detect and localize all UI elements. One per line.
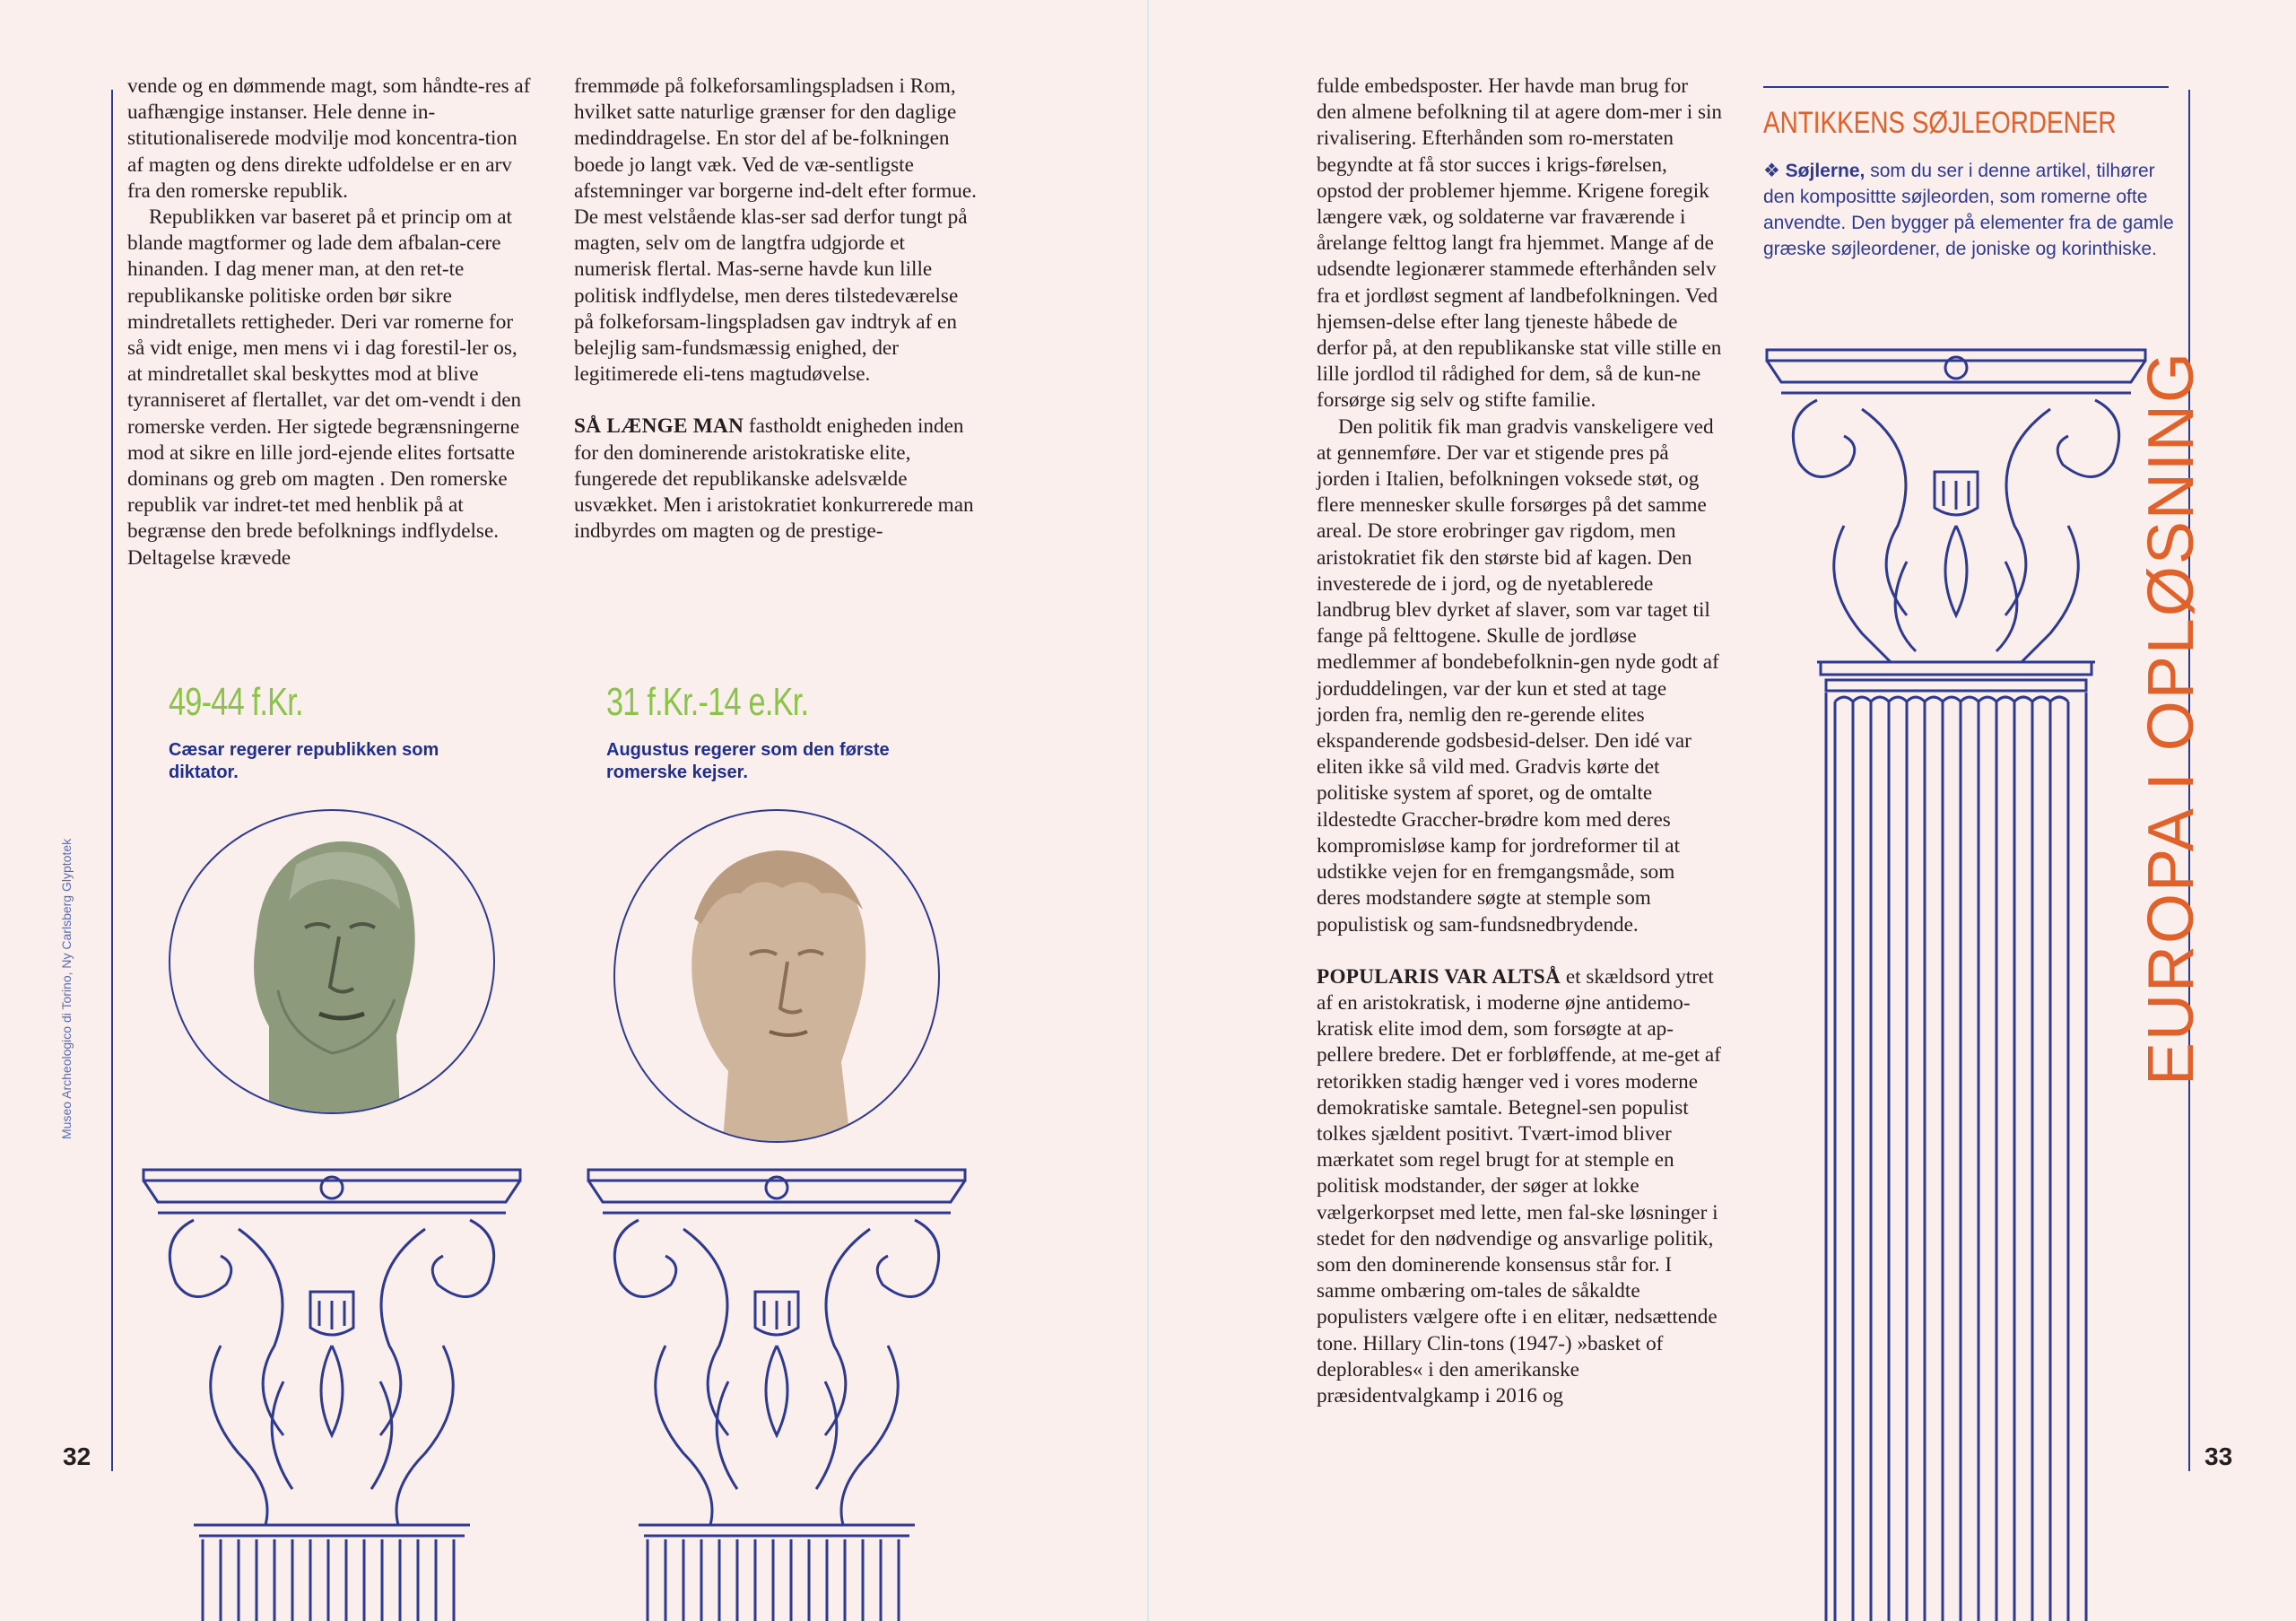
paragraph: fulde embedsposter. Her havde man brug for den almene befolkning til at agere dom-mer i sin rivalisering. Efterhånden som ro-merstaten begyndte at få stor succes i krigs-førelsen, opstod der problemer hjemme. Krigene foregik længere væk, og soldaterne var fraværende i årelange felttog langt fra hjemmet. Mange af de udsendte legionærer stammede efterhånden selv fra et jordløst segment af landbefolkningen. Ved hjemsen-delse efter lang tjeneste håbede de derfor på, at den republikanske stat ville stille en lille jordlod til rådighed for dem, så de kun-ne forsørge sig selv og stifte familie. [1317,74,1723,413]
left-margin-rule [111,90,113,1471]
run-in-heading: SÅ LÆNGE MAN [574,414,744,439]
sidebar-top-rule [1763,86,2169,88]
paragraph: Den politik fik man gradvis vanskeligere ved at gennemføre. Der var et stigende pres på jorden i Italien, befolkningen voksede støt, og flere mennesker skulle forsørges på det samme areal. De store erobringer gav rigdom, men aristokratiet fik den største bid af kagen. Den investerede de i jord, og de nyetablerede landbrug blev dyrket af slaver, som var taget til fange på felttogene. Skulle de jordløse medlemmer af bondebefolknin-gen nyde godt af jorduddelingen, var der kun et sted at tage jorden fra, nemlig den re-gerende elites ekspanderende godsbesid-delser. Den idé var eliten ikke så vild med. Gradvis kørte det politiske system af sporet, og de omtalte ildestedte Graccher-brødre kom med deres kompromisløse kamp for jordreformer til at udstikke vejen for en fremgangsmåde, som deres modstandere søgte at stemple som populistisk og sam-fundsnedbrydende. [1317,414,1719,937]
paragraph-text: fastholdt enigheden inden for den dominerende aristokratiske elite, fungerede det republikanske adelsvælde usvækket. Men i aristokratiet konkurrerede man indbyrdes om magten og de prestige- [574,414,974,544]
right-text-column [1317,74,1722,1409]
augustus-portrait [613,809,940,1143]
sidebar-bullet-icon: ❖ [1763,161,1780,181]
photo-credit: Museo Archeologico di Torino, Ny Carlsberg Glyptotek [59,838,74,1139]
caesar-portrait [169,809,495,1114]
column-illustration [1763,346,2149,1621]
timeline-caption-caesar: Cæsar regerer republikken som diktator. [169,740,439,782]
paragraph [574,414,979,545]
column-capital-illustration [585,1166,969,1621]
left-text-column-1 [127,74,531,571]
left-text-column-2 [574,74,979,545]
page-number: 32 [63,1442,91,1470]
sidebar-lead: Søjlerne, [1785,161,1866,181]
paragraph: Republikken var baseret på et princip om at blande magtformer og lade dem afbalan-cere hinanden. I dag mener man, at den ret-te republikanske politiske orden bør sikre mindretallets rettigheder. Deri var romerne for så vidt enige, men mens vi i dag forestil-ler os, at mindretallet skal beskyttes mod at blive tyranniseret af flertallet, var det om-vendt i den romerske verden. Her sigtede begrænsningerne mod at sikre en lille jord-ejende elites fortsatte dominans og greb om magten . Den romerske republik var indret-tet med henblik på at begrænse den brede befolknings indflydelse. Deltagelse krævede [127,205,522,570]
run-in-heading: POPULARIS VAR ALTSÅ [1317,964,1561,989]
timeline-years-caesar: 49-44 f.Kr. [169,680,303,724]
section-label: EUROPA I OPLØSNING [2135,351,2207,1085]
paragraph: fremmøde på folkeforsamlingspladsen i Rom, hvilket satte naturlige grænser for den daglige medinddragelse. En stor del af be-folkningen boede jo langt væk. Ved de væ-sentligste afstemninger var borgerne ind-delt efter formue. De mest velstående klas-ser sad derfor tungt på magten, selv om de langtfra udgjorde et numerisk flertal. Mas-serne havde kun lille politisk indflydelse, men deres tilstedeværelse på folkeforsam-lingspladsen gav indtryk af en belejlig sam-fundsmæssig enighed, der legitimerede eli-tens magtudøvelse. [574,74,977,387]
sidebar-body: som du ser i denne artikel, tilhører den komposittte søjleorden, som romerne ofte anvendte. Den bygger på elementer fra de gamle græske søjleordener, de joniske og korinthiske. [1763,161,2174,259]
sidebar-text [1763,158,2185,262]
paragraph: vende og en dømmende magt, som håndte-res af uafhængige instanser. Hele denne in-stitutionaliserede modvilje mod koncentra-tion af magten og dens direkte udfoldelse er en arv fra den romerske republik. [127,74,531,203]
paragraph [1317,964,1722,1409]
paragraph-text: et skældsord ytret af en aristokratisk, i moderne øjne antidemo-kratisk elite imod dem, som forsøgte at ap-pellere bredere. Det er forbløffende, at me-get af retorikken stadig hænger ved i vores moderne demokratiske samtale. Betegnel-sen populist tolkes sjældent positivt. Tvært-imod bliver mærkatet som regel brugt for at stemple en politisk modstander, der søger at lokke vælgerkorpset med lette, men fal-ske løsninger i stedet for den nødvendige og ansvarlige politik, som den dominerende konsensus står for. I samme ombæring om-tales de såkaldte populisters vælgere ofte i en elitær, nedsættende tone. Hillary Clin-tons (1947-) »basket of deplorables« i den amerikanske præsidentvalgkamp i 2016 og [1317,964,1721,1407]
page-number: 33 [2205,1442,2233,1470]
column-capital-illustration [140,1166,524,1621]
timeline-caption-augustus: Augustus regerer som den første romerske kejser. [606,740,890,782]
right-page [1148,0,2296,1621]
timeline-years-augustus: 31 f.Kr.-14 e.Kr. [606,680,809,724]
sidebar-title: ANTIKKENS SØJLEORDENER [1763,106,2117,140]
